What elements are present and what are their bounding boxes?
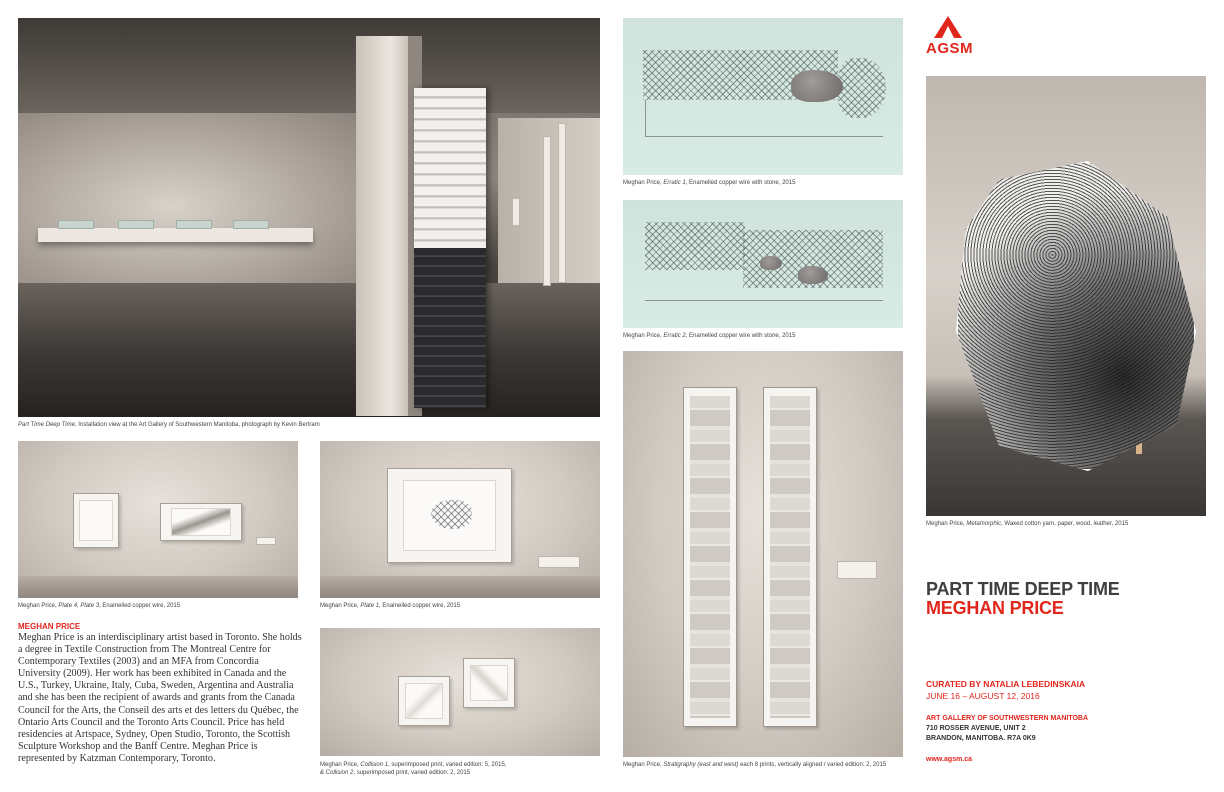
glass-case	[233, 220, 269, 229]
wall-label	[837, 561, 877, 579]
gallery-floor	[18, 283, 600, 417]
caption-erratic-1: Meghan Price, Erratic 1, Enamelled copper wire with stone, 2015	[623, 180, 796, 186]
print-strip-west	[763, 387, 817, 727]
logo-wordmark: AGSM	[926, 40, 973, 57]
caption-installation: Part Time Deep Time, Installation view at the Art Gallery of Southwestern Manitoba, photograph by Kevin Bertram	[18, 422, 320, 428]
plate-4-plate-3-photo	[18, 441, 298, 598]
drawn-line	[645, 100, 646, 136]
wire-mesh	[838, 58, 886, 118]
bio-text: Meghan Price is an interdisciplinary artist based in Toronto. She holds a degree in Textile Construction from The Montreal Centre for Contemporary Textiles (2003) and an MFA from Concordia University (2009). Her work has been exhibited in Canada and the U.S., Turkey, Ukraine, Italy, Cuba, Sweden, Argentina and Australia and she has been the recipient of awards and grants from the Canada Council for the Arts, the Conseil des arts et des letters du Québec, the Ontario Arts Council and the Toronto Arts Council. Price has held residencies at Artspace, Sydney, Open Studio, Toronto, the Scottish Sculpture Workshop and the Banff Centre. Meghan Price is represented by Katzman Contemporary, Toronto.	[18, 632, 302, 764]
logo-mark-inner	[942, 26, 954, 38]
artwork-frame	[160, 503, 242, 541]
print-strip-east	[683, 387, 737, 727]
floor	[18, 576, 298, 598]
yarn-rock-sculpture	[956, 161, 1196, 471]
artwork-mat	[470, 665, 508, 702]
exhibition-artist: MEGHAN PRICE	[926, 598, 1064, 618]
agsm-logo	[926, 16, 986, 60]
caption-collision-1: Meghan Price, Collision 1, superimposed print, varied edition: 5, 2015,	[320, 762, 507, 768]
artwork-frame	[387, 468, 512, 563]
caption-plate-1: Meghan Price, Plate 1, Enamelled copper wire, 2015	[320, 603, 461, 609]
ceiling	[18, 18, 600, 113]
artwork-mat	[79, 500, 112, 540]
installation-view-photo	[18, 18, 600, 417]
stone	[798, 266, 828, 284]
caption-stratigraphy: Meghan Price, Stratigraphy (east and west) each 8 prints, vertically aligned / varied edition: 2, 2015	[623, 762, 887, 768]
website-link[interactable]: www.agsm.ca	[926, 756, 973, 763]
stratigraphy-photo	[623, 351, 903, 757]
print-stack	[690, 396, 730, 718]
stone	[760, 256, 782, 270]
hanging-print	[543, 136, 551, 286]
artwork-mat	[403, 480, 497, 551]
wire-mesh	[645, 222, 745, 270]
display-shelf	[38, 228, 313, 242]
folded-textile-stack-dark	[414, 248, 486, 408]
collision-photo	[320, 628, 600, 756]
exhibition-dates: JUNE 16 – AUGUST 12, 2016	[926, 691, 1040, 701]
erratic-2-photo	[623, 200, 903, 328]
stone	[791, 70, 843, 102]
glass-case	[58, 220, 94, 229]
artwork-mat	[405, 683, 443, 720]
plate-1-photo	[320, 441, 600, 598]
caption-collision-2: & Collision 2, superimposed print, varied edition: 2, 2015	[320, 770, 471, 776]
gallery-column	[356, 36, 414, 416]
hanging-print	[558, 123, 566, 283]
glass-case	[118, 220, 154, 229]
drawn-line	[645, 136, 883, 137]
erratic-1-photo	[623, 18, 903, 175]
exhibition-title: PART TIME DEEP TIME	[926, 579, 1120, 599]
wire-mesh	[431, 500, 472, 529]
artwork-mat	[171, 508, 232, 535]
caption-metamorphic: Meghan Price, Metamorphic, Waxed cotton yarn, paper, wood, leather, 2015	[926, 521, 1129, 527]
floor	[320, 576, 600, 598]
gallery-wall	[18, 113, 358, 283]
artwork-frame	[463, 658, 515, 708]
artwork-frame	[73, 493, 119, 548]
caption-erratic-2: Meghan Price, Erratic 2, Enamelled copper wire with stone, 2015	[623, 333, 796, 339]
bio-heading: MEGHAN PRICE	[18, 622, 81, 631]
wall-label	[256, 537, 276, 545]
drawn-line	[645, 300, 883, 301]
venue-address-line-1: 710 ROSSER AVENUE, UNIT 2	[926, 725, 1026, 732]
glass-case	[176, 220, 212, 229]
venue-name: ART GALLERY OF SOUTHWESTERN MANITOBA	[926, 715, 1089, 722]
venue-address-line-2: BRANDON, MANITOBA. R7A 0K9	[926, 735, 1036, 742]
small-frame	[512, 198, 520, 226]
metamorphic-photo	[926, 76, 1206, 516]
wall-label	[538, 556, 580, 568]
caption-plate-4-3: Meghan Price, Plate 4, Plate 3, Enamelled copper wire, 2015	[18, 603, 181, 609]
curator-credit: CURATED BY NATALIA LEBEDINSKAIA	[926, 679, 1086, 689]
print-stack	[770, 396, 810, 718]
artwork-frame	[398, 676, 450, 726]
